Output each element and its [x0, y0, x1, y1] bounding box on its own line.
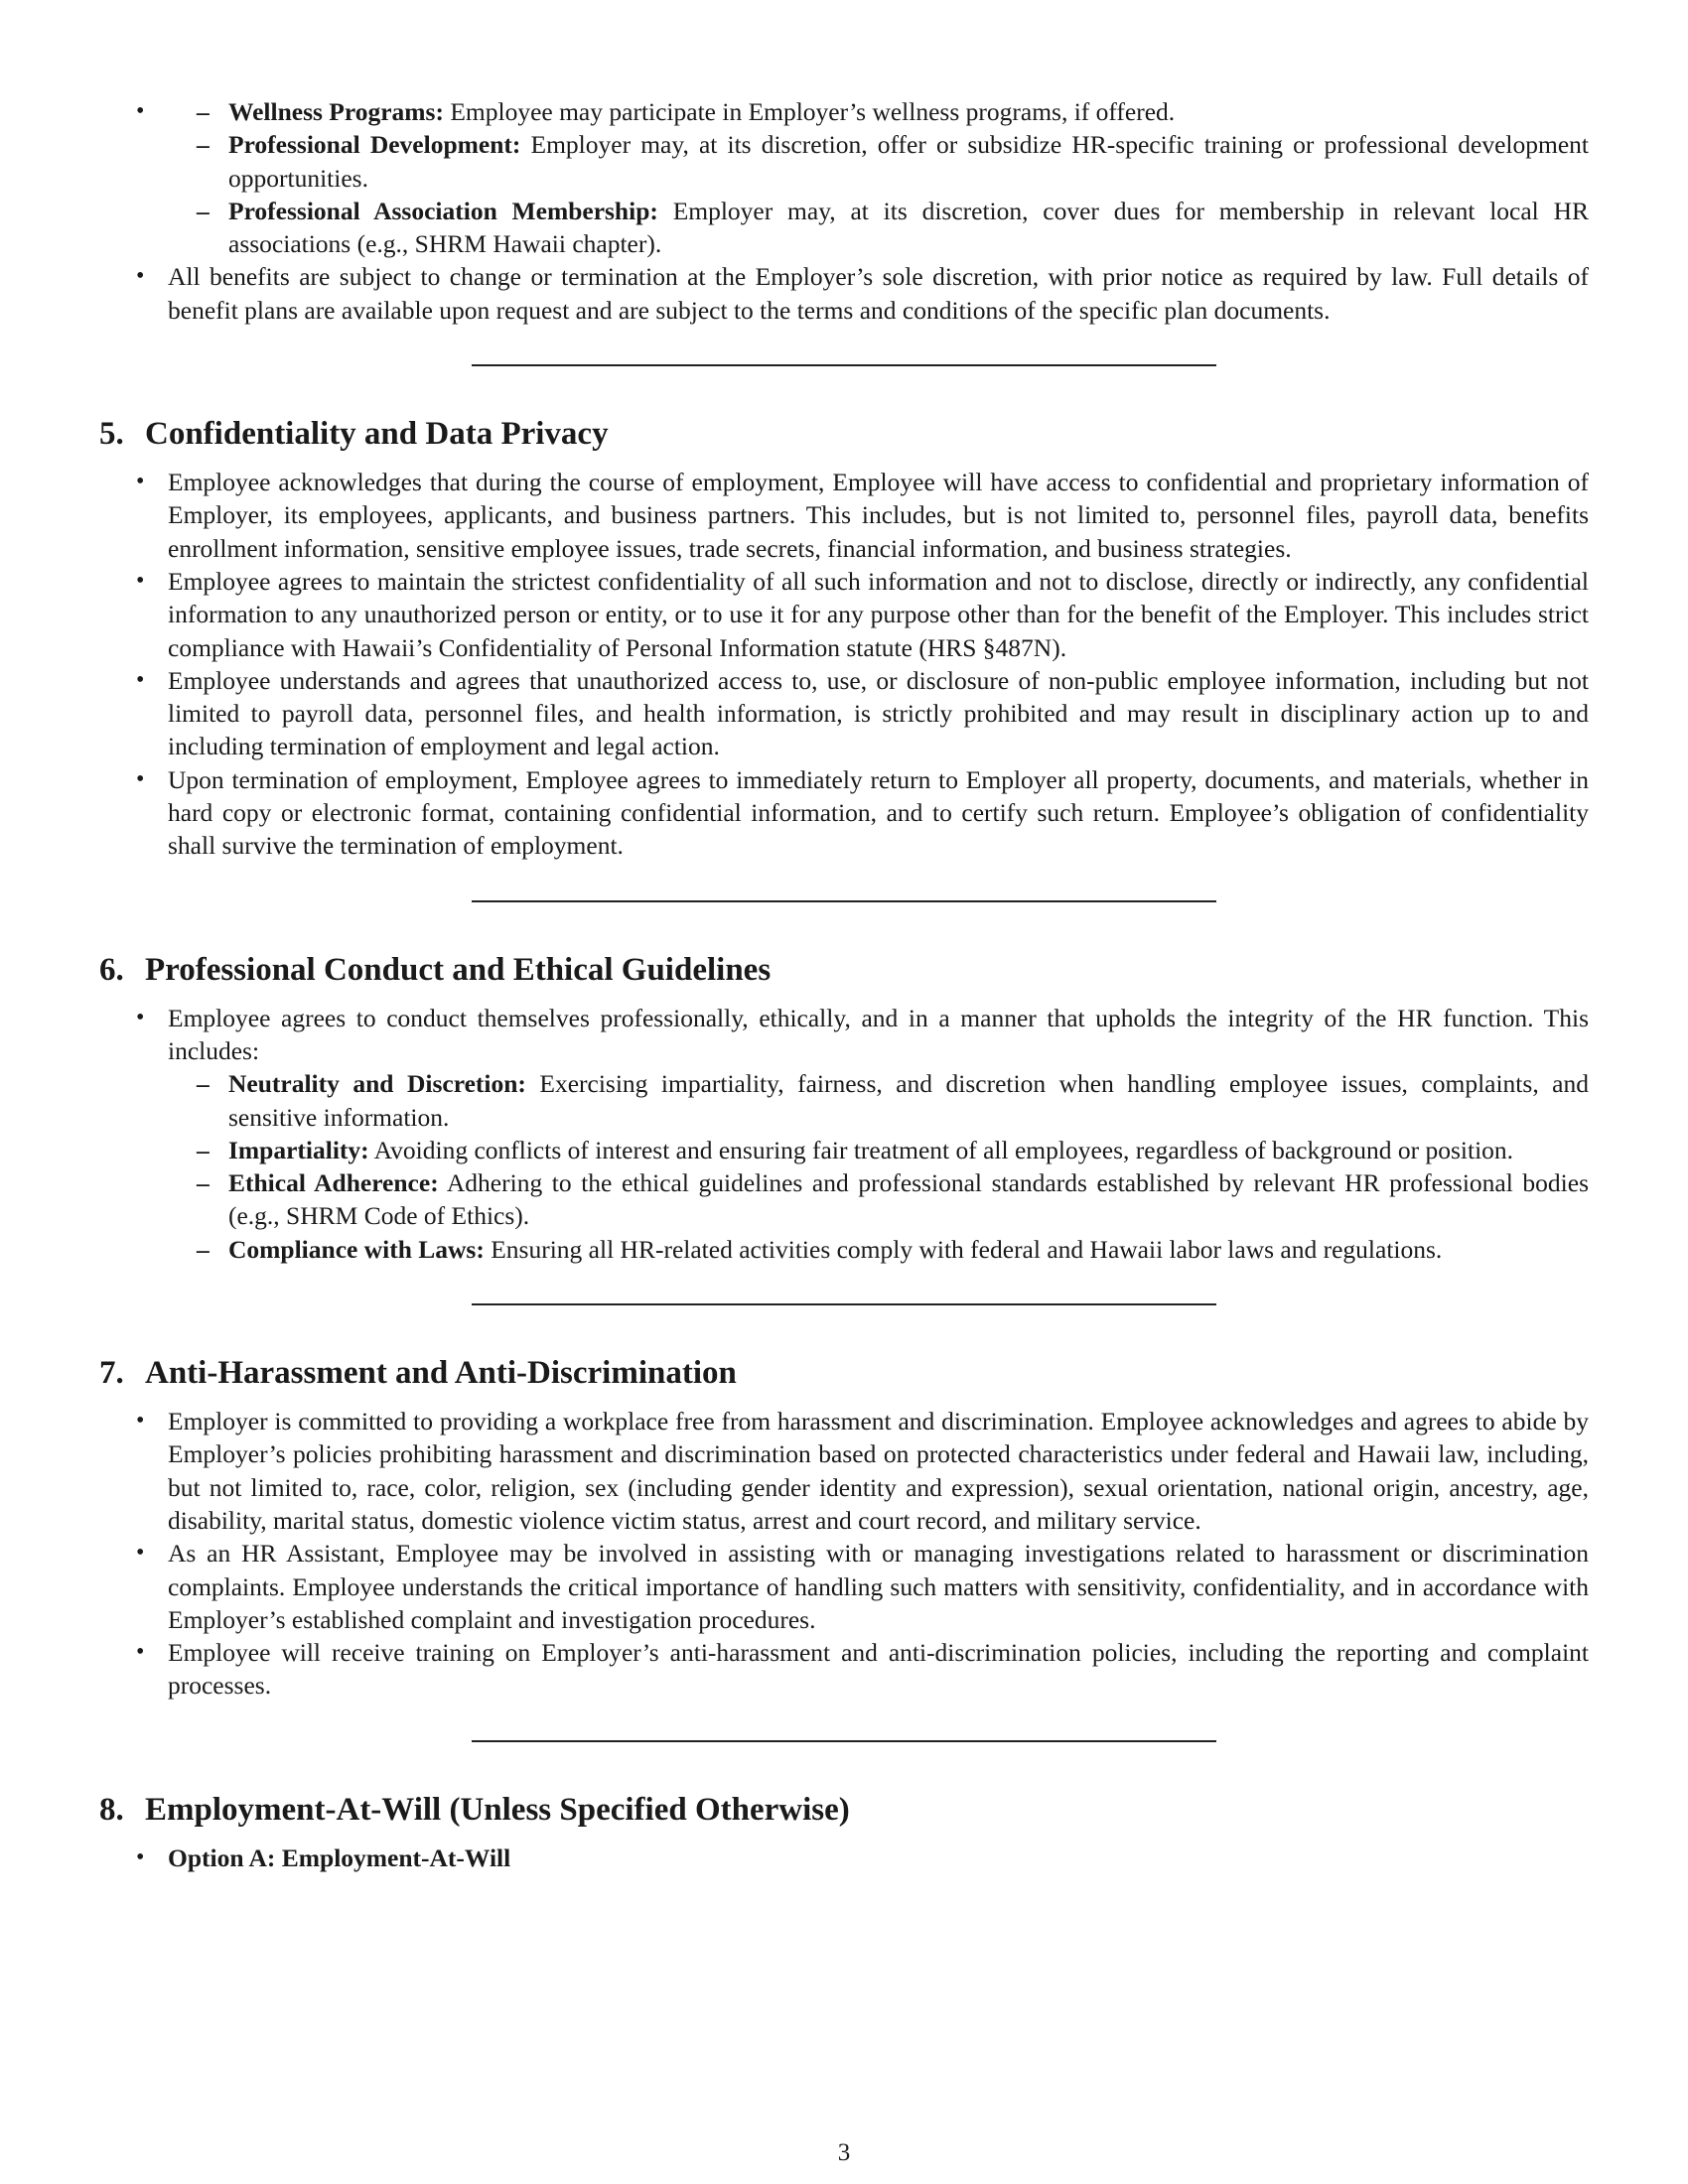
section-divider: [472, 364, 1216, 366]
list-item: [99, 1233, 1589, 1266]
section-7-list: [99, 1405, 1589, 1703]
item-text: Employer may, at its discretion, offer or subsidize HR-specific training or professional development opportunities.: [228, 130, 1590, 193]
section-number: 8.: [99, 1791, 124, 1828]
list-item: • All benefits are subject to change or termination at the Employer’s sole discretion, with prior notice as required by law. Full details of benefit plans are available upon request and are subject to the terms and conditions of the specific plan documents.: [99, 260, 1589, 327]
item-text: Employer may, at its discretion, cover dues for membership in relevant local HR associations (e.g., SHRM Hawaii chapter).: [228, 196, 1589, 259]
item-text: Employee may participate in Employer’s wellness programs, if offered.: [450, 97, 1176, 126]
section-title: Professional Conduct and Ethical Guidelines: [145, 951, 772, 988]
item-label: Compliance with Laws:: [228, 1234, 485, 1264]
item-label: Professional Association Membership:: [228, 196, 658, 225]
section-number: 5.: [99, 416, 124, 453]
list-item: • Employer is committed to providing a workplace free from harassment and discrimination. Employee acknowledges and agrees to abide by Employer’s policies prohibiting harassment and discrimination based on protected characteristics under federal and Hawaii law, including, but not limited to, race, color, religion, sex (including gender identity and expression), sexual orientation, national origin, ancestry, age, disability, marital status, domestic violence victim status, arrest and court record, and military service.: [99, 1405, 1589, 1537]
benefits-continuation-list: [99, 95, 1589, 327]
section-5-list: [99, 466, 1589, 863]
section-8-list: [99, 1842, 1589, 1874]
list-item: [99, 1134, 1589, 1166]
section-title: Anti-Harassment and Anti-Discrimination: [145, 1355, 737, 1392]
section-heading: [99, 1790, 1589, 1830]
section-divider: [472, 900, 1216, 902]
list-item: • Employee agrees to maintain the strictest confidentiality of all such information and not to disclose, directly or indirectly, any confidential information to any unauthorized person or entity, or to use it for any purpose other than for the benefit of the Employer. This includes strict compliance with Hawaii’s Confidentiality of Personal Information statute (HRS §487N).: [99, 565, 1589, 664]
list-item: • Employee will receive training on Employer’s anti-harassment and anti-discrimination policies, including the reporting and complaint processes.: [99, 1636, 1589, 1703]
item-label: Professional Development:: [228, 130, 521, 160]
list-item: • Employee understands and agrees that unauthorized access to, use, or disclosure of non-public employee information, including but not limited to payroll data, personnel files, and health information, is strictly prohibited and may result in disciplinary action up to and including termination of employment and legal action.: [99, 664, 1589, 763]
item-label: Ethical Adherence:: [228, 1168, 439, 1198]
page-number: 3: [837, 2139, 851, 2166]
option-label: Option A: Employment-At-Will: [168, 1843, 511, 1872]
list-item: [99, 128, 1589, 195]
item-text: Ensuring all HR-related activities comply with federal and Hawaii labor laws and regulations.: [491, 1234, 1443, 1264]
list-item: • As an HR Assistant, Employee may be involved in assisting with or managing investigations related to harassment or discrimination complaints. Employee understands the critical importance of handling such matters with sensitivity, confidentiality, and in accordance with Employer’s established complaint and investigation procedures.: [99, 1537, 1589, 1636]
item-text: Exercising impartiality, fairness, and discretion when handling employee issues, complaints, and sensitive information.: [228, 1069, 1589, 1132]
section-heading: [99, 1353, 1589, 1393]
item-text: Adhering to the ethical guidelines and professional standards established by relevant HR professional bodies (e.g., SHRM Code of Ethics).: [228, 1168, 1589, 1231]
section-title: Confidentiality and Data Privacy: [145, 416, 609, 453]
list-item: [99, 1842, 1589, 1874]
list-item: [99, 195, 1589, 261]
benefits-sub-list: [99, 95, 1589, 260]
section-number: 7.: [99, 1355, 124, 1392]
item-text: Employee agrees to conduct themselves professionally, ethically, and in a manner that upholds the integrity of the HR function. This includes:: [168, 1003, 1589, 1065]
section-number: 6.: [99, 951, 124, 988]
section-divider: [472, 1740, 1216, 1742]
list-item: • Upon termination of employment, Employee agrees to immediately return to Employer all property, documents, and materials, whether in hard copy or electronic format, containing confidential information, and to certify such return. Employee’s obligation of confidentiality shall survive the termination of employment.: [99, 763, 1589, 863]
list-item: [99, 1166, 1589, 1233]
section-title: Employment-At-Will (Unless Specified Otherwise): [145, 1791, 850, 1828]
item-label: Wellness Programs:: [228, 97, 444, 126]
item-label: Impartiality:: [228, 1135, 369, 1164]
section-6-list: [99, 1002, 1589, 1266]
list-item: [99, 95, 1589, 128]
list-item: [99, 95, 1589, 260]
item-text: Avoiding conflicts of interest and ensuring fair treatment of all employees, regardless of background or position.: [373, 1135, 1514, 1164]
list-item: • Employee acknowledges that during the course of employment, Employee will have access to confidential and proprietary information of Employer, its employees, applicants, and business partners. This includes, but is not limited to, personnel files, payroll data, benefits enrollment information, sensitive employee issues, trade secrets, financial information, and business strategies.: [99, 466, 1589, 565]
list-item: [99, 1002, 1589, 1266]
item-label: Neutrality and Discretion:: [228, 1069, 526, 1099]
page-content: [99, 95, 1589, 1874]
section-heading: [99, 950, 1589, 990]
section-divider: [472, 1303, 1216, 1305]
section-heading: [99, 414, 1589, 454]
conduct-sub-list: [99, 1067, 1589, 1266]
list-item: [99, 1067, 1589, 1134]
